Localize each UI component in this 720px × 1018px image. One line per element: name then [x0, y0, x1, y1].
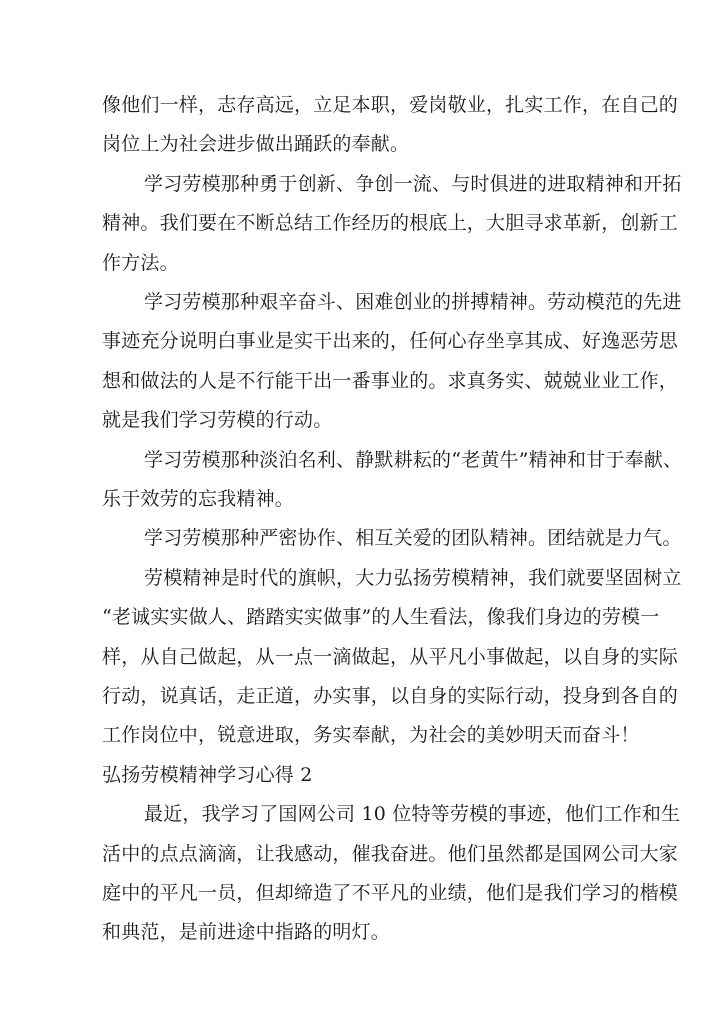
text-line-15: 样，从自己做起，从一点一滴做起，从平凡小事做起，以自身的实际: [102, 646, 679, 668]
text-line-12: 学习劳模那种严密协作、相互关爱的团队精神。团结就是力气。: [144, 527, 682, 549]
text-line-1: 像他们一样，志存高远，立足本职，爱岗敬业，扎实工作，在自己的: [102, 94, 679, 116]
text-line-16: 行动，说真话，走正道，办实事，以自身的实际行动，投身到各自的: [102, 685, 679, 707]
text-line-21: 庭中的平凡一员，但却缔造了不平凡的业绩，他们是我们学习的楷模: [102, 882, 679, 904]
text-line-22: 和典范，是前进途中指路的明灯。: [102, 921, 391, 943]
text-line-17: 工作岗位中，锐意进取，务实奉献，为社会的美妙明天而奋斗！: [102, 724, 640, 746]
text-line-13: 劳模精神是时代的旗帜，大力弘扬劳模精神，我们就要坚固树立: [144, 567, 682, 589]
text-line-14: “老诚实实做人、踏踏实实做事”的人生看法，像我们身边的劳模一: [102, 606, 660, 628]
text-line-10: 学习劳模那种淡泊名利、静默耕耘的“老黄牛”精神和甘于奉献、: [144, 449, 683, 471]
text-line-3: 学习劳模那种勇于创新、争创一流、与时俱进的进取精神和开拓: [144, 173, 682, 195]
text-line-6: 学习劳模那种艰辛奋斗、困难创业的拼搏精神。劳动模范的先进: [144, 291, 682, 313]
text-line-9: 就是我们学习劳模的行动。: [102, 409, 333, 431]
text-line-4: 精神。我们要在不断总结工作经历的根底上，大胆寻求革新，创新工: [102, 212, 679, 234]
text-line-7: 事迹充分说明白事业是实干出来的，任何心存坐享其成、好逸恶劳思: [102, 330, 679, 352]
section-heading: 弘扬劳模精神学习心得 2: [102, 764, 313, 786]
text-line-8: 想和做法的人是不行能干出一番事业的。求真务实、兢兢业业工作，: [102, 370, 679, 392]
text-line-5: 作方法。: [102, 252, 179, 274]
text-line-19: 最近，我学习了国网公司 10 位特等劳模的事迹，他们工作和生: [144, 803, 681, 825]
text-line-11: 乐于效劳的忘我精神。: [102, 488, 295, 510]
text-line-2: 岗位上为社会进步做出踊跃的奉献。: [102, 133, 410, 155]
text-line-20: 活中的点点滴滴，让我感动，催我奋进。他们虽然都是国网公司大家: [102, 843, 679, 865]
